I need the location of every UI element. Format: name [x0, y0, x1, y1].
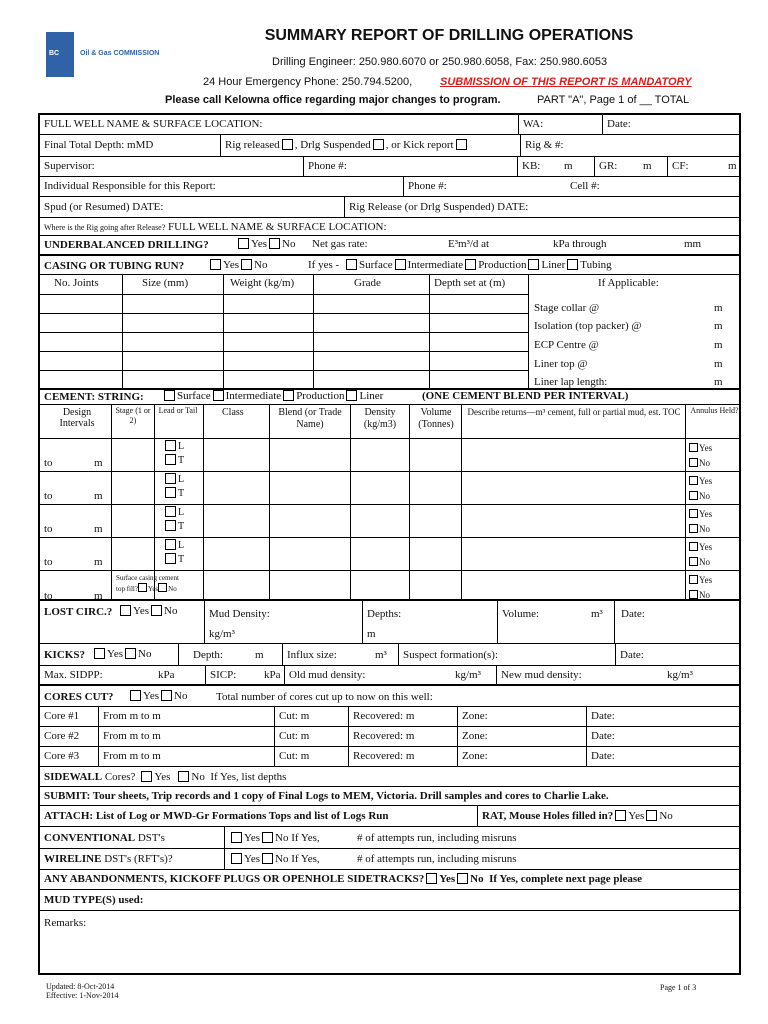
rig-status-group: Rig released , Drlg Suspended , or Kick report: [220, 135, 520, 156]
supervisor-phone-field[interactable]: Phone #:: [303, 157, 517, 176]
max-sidpp-field[interactable]: Max. SIDPP: kPa: [44, 669, 175, 681]
rat-mouse-holes-group: RAT, Mouse Holes filled in? Yes No: [477, 806, 739, 826]
interval-to[interactable]: to m: [44, 523, 103, 535]
casing-table: [40, 275, 739, 390]
row-wireline-dst: [40, 849, 739, 870]
wireline-dst-options: Yes No If Yes, # of attempts run, including misruns: [224, 849, 739, 869]
part-page-indicator: PART "A", Page 1 of __ TOTAL: [537, 94, 690, 106]
annulus-held-options: Yes No: [689, 474, 712, 504]
row-underbalanced: UNDERBALANCED DRILLING? Yes No Net gas rate: E³m³/d at kPa through mm: [40, 236, 739, 256]
lost-no-checkbox[interactable]: [151, 605, 162, 616]
col-grade: Grade: [354, 277, 381, 289]
col-describe-returns: Describe returns—m³ cement, full or partial mud, est. TOC: [467, 407, 681, 417]
cores-cut-label: CORES CUT?: [44, 691, 114, 703]
row-submit: [40, 787, 739, 806]
conventional-dst-label: CONVENTIONAL DST's: [44, 832, 165, 844]
row-casing-run: CASING OR TUBING RUN? Yes No If yes - Surface Intermediate Production Liner Tubing: [40, 258, 739, 275]
lost-circ-label: LOST CIRC.?: [44, 606, 113, 618]
casing-production-checkbox[interactable]: [465, 259, 476, 270]
cement-table: [40, 405, 739, 601]
kicks-label: KICKS?: [44, 649, 85, 661]
lead-tail-options: L T: [163, 473, 184, 501]
kick-depth-field[interactable]: Depth: m: [178, 644, 282, 665]
annulus-yes-checkbox[interactable]: [689, 542, 698, 551]
submit-instructions: SUBMIT: Tour sheets, Trip records and 1 copy of Final Logs to MEM, Victoria. Drill samples and cores to Charlie Lake.: [44, 790, 609, 802]
conv-no-checkbox[interactable]: [262, 832, 273, 843]
interval-to[interactable]: to m: [44, 556, 103, 568]
lead-tail-options: L T: [163, 539, 184, 567]
logo-text: Oil & Gas COMMISSION: [80, 50, 160, 57]
core-cut-field[interactable]: Cut: m: [274, 727, 348, 746]
suspect-formation-field[interactable]: Suspect formation(s):: [398, 644, 615, 665]
mandatory-notice: SUBMISSION OF THIS REPORT IS MANDATORY: [440, 76, 692, 88]
sidewall-no-checkbox[interactable]: [178, 771, 189, 782]
annulus-yes-checkbox[interactable]: [689, 509, 698, 518]
wire-no-checkbox[interactable]: [262, 853, 273, 864]
annulus-no-checkbox[interactable]: [689, 590, 698, 599]
surface-casing-topfill: Surface casing cement top fill? Yes No: [116, 574, 179, 593]
cf-field[interactable]: CF: m: [667, 157, 739, 176]
col-size: Size (mm): [142, 277, 189, 289]
row-rig-destination: [40, 218, 739, 236]
wire-yes-checkbox[interactable]: [231, 853, 242, 864]
annulus-held-options: Yes No: [689, 441, 712, 471]
tail-checkbox[interactable]: [165, 520, 176, 531]
rig-released-checkbox[interactable]: [282, 139, 293, 150]
drlg-suspended-checkbox[interactable]: [373, 139, 384, 150]
old-mud-density-field[interactable]: Old mud density: kg/m³: [284, 666, 496, 684]
core-cut-field[interactable]: Cut: m: [274, 747, 348, 766]
kpa-through-label: kPa through: [553, 238, 607, 250]
if-yes-label: If yes -: [308, 259, 340, 271]
col-volume: Volume (Tonnes): [418, 407, 454, 430]
lead-checkbox[interactable]: [165, 539, 176, 550]
row-lost-circulation: LOST CIRC.? Yes No Mud Density: kg/m³ Depths: m Volume: m³ Date:: [40, 601, 739, 644]
core-recovered-field[interactable]: Recovered: m: [348, 707, 457, 726]
core-number: Core #3: [44, 750, 80, 762]
remarks-area[interactable]: [40, 911, 739, 973]
mud-density-field[interactable]: Mud Density: kg/m³: [204, 601, 362, 643]
lost-date-field[interactable]: Date:: [614, 601, 739, 643]
row-cores-cut: CORES CUT? Yes No Total number of cores cut up to now on this well:: [40, 688, 739, 707]
liner-lap-field[interactable]: Liner lap length: m: [534, 376, 723, 388]
row-responsible: [40, 177, 739, 197]
rig-release-date-field[interactable]: Rig Release (or Drlg Suspended) DATE:: [344, 197, 739, 217]
mud-type-field[interactable]: MUD TYPE(S) used:: [44, 894, 144, 906]
sidewall-yes-checkbox[interactable]: [141, 771, 152, 782]
ecp-centre-field[interactable]: ECP Centre @ m: [534, 339, 723, 351]
cement-string-label: CEMENT: STRING:: [44, 391, 144, 403]
core-recovered-field[interactable]: Recovered: m: [348, 727, 457, 746]
casing-tubing-checkbox[interactable]: [567, 259, 578, 270]
core-from-to-field[interactable]: From m to m: [98, 707, 274, 726]
row-abandonments: [40, 870, 739, 890]
logo-mark-icon: BC: [46, 32, 74, 77]
core-date-field[interactable]: Date:: [586, 747, 739, 766]
core-from-to-field[interactable]: From m to m: [98, 747, 274, 766]
cement-intermediate-checkbox[interactable]: [213, 390, 224, 401]
col-design-intervals: Design Intervals: [59, 407, 95, 429]
lead-tail-options: L T: [163, 506, 184, 534]
rig-destination-field[interactable]: Where is the Rig going after Release? FULL WELL NAME & SURFACE LOCATION:: [44, 221, 387, 233]
row-kick-pressures: [40, 666, 739, 686]
one-blend-note: (ONE CEMENT BLEND PER INTERVAL): [422, 390, 629, 402]
cell-field[interactable]: Cell #:: [570, 180, 600, 192]
col-stage: Stage (1 or 2): [115, 406, 151, 425]
ubd-yes-checkbox[interactable]: [238, 238, 249, 249]
annulus-yes-checkbox[interactable]: [689, 476, 698, 485]
casing-intermediate-checkbox[interactable]: [395, 259, 406, 270]
col-density: Density (kg/m3): [363, 407, 397, 430]
annulus-no-checkbox[interactable]: [689, 458, 698, 467]
row-supervisor: [40, 157, 739, 177]
row-attach: [40, 806, 739, 827]
col-lead-tail: Lead or Tail: [158, 406, 198, 415]
cement-production-checkbox[interactable]: [283, 390, 294, 401]
new-mud-density-field[interactable]: New mud density: kg/m³: [496, 666, 739, 684]
supervisor-field[interactable]: Supervisor:: [44, 160, 95, 172]
tail-checkbox[interactable]: [165, 487, 176, 498]
rat-yes-checkbox[interactable]: [615, 810, 626, 821]
interval-to[interactable]: to m: [44, 457, 103, 469]
date-field[interactable]: Date:: [602, 115, 739, 134]
lead-tail-options: L T: [163, 440, 184, 468]
footer-dates: [46, 982, 119, 1000]
col-blend: Blend (or Trade Name): [278, 407, 342, 430]
casing-yes-checkbox[interactable]: [210, 259, 221, 270]
responsible-individual-field[interactable]: Individual Responsible for this Report:: [44, 180, 216, 192]
annulus-held-options: Yes No: [689, 507, 712, 537]
kick-report-checkbox[interactable]: [456, 139, 467, 150]
annulus-held-options: Yes No: [689, 573, 712, 603]
col-no-joints: No. Joints: [54, 277, 99, 289]
page-number: Page 1 of 3: [660, 983, 697, 992]
row-total-depth: [40, 135, 739, 157]
wa-field[interactable]: WA:: [518, 115, 602, 134]
row-well-name: [40, 115, 739, 135]
conventional-dst-options: Yes No If Yes, # of attempts run, including misruns: [224, 827, 739, 848]
report-title: SUMMARY REPORT OF DRILLING OPERATIONS: [264, 27, 634, 44]
core-zone-field[interactable]: Zone:: [457, 747, 586, 766]
attach-instructions: ATTACH: List of Log or MWD-Gr Formations Tops and list of Logs Run: [44, 810, 389, 822]
core-row: [40, 727, 739, 747]
row-sidewall: [40, 768, 739, 787]
emergency-phone: 24 Hour Emergency Phone: 250.794.5200,: [203, 76, 413, 88]
cement-liner-checkbox[interactable]: [346, 390, 357, 401]
lead-checkbox[interactable]: [165, 473, 176, 484]
annulus-no-checkbox[interactable]: [689, 491, 698, 500]
row-mud-type: [40, 890, 739, 911]
mm-unit: mm: [684, 238, 702, 250]
annulus-yes-checkbox[interactable]: [689, 443, 698, 452]
effective-date: Effective: 1-Nov-2014: [46, 991, 119, 1000]
casing-surface-checkbox[interactable]: [346, 259, 357, 270]
kicks-yes-checkbox[interactable]: [94, 648, 105, 659]
row-cement-string: [40, 390, 739, 405]
gr-field[interactable]: GR: m: [594, 157, 667, 176]
net-gas-rate-label: Net gas rate:: [312, 238, 368, 250]
casing-liner-checkbox[interactable]: [528, 259, 539, 270]
well-name-field[interactable]: FULL WELL NAME & SURFACE LOCATION:: [44, 118, 263, 130]
remarks-label: Remarks:: [44, 917, 87, 929]
kick-date-field[interactable]: Date:: [615, 644, 739, 665]
liner-top-field[interactable]: Liner top @ m: [534, 358, 723, 370]
underbalanced-label: UNDERBALANCED DRILLING?: [44, 239, 209, 251]
conv-yes-checkbox[interactable]: [231, 832, 242, 843]
core-cut-field[interactable]: Cut: m: [274, 707, 348, 726]
cores-no-checkbox[interactable]: [161, 690, 172, 701]
aband-yes-checkbox[interactable]: [426, 873, 437, 884]
core-zone-field[interactable]: Zone:: [457, 727, 586, 746]
isolation-packer-field[interactable]: Isolation (top packer) @ m: [534, 320, 723, 332]
kelowna-notice: Please call Kelowna office regarding major changes to program.: [165, 94, 501, 106]
annulus-yes-checkbox[interactable]: [689, 575, 698, 584]
core-row: [40, 747, 739, 767]
interval-to[interactable]: to m: [44, 590, 103, 602]
core-zone-field[interactable]: Zone:: [457, 707, 586, 726]
topfill-no-checkbox[interactable]: [158, 583, 167, 592]
aband-no-checkbox[interactable]: [457, 873, 468, 884]
cement-string-options: Surface Intermediate Production Liner: [162, 390, 383, 402]
casing-type-options: Surface Intermediate Production Liner Tubing: [344, 259, 612, 271]
spud-date-field[interactable]: Spud (or Resumed) DATE:: [44, 201, 164, 213]
col-depth-set: Depth set at (m): [434, 277, 506, 289]
topfill-yes-checkbox[interactable]: [138, 583, 147, 592]
annulus-no-checkbox[interactable]: [689, 557, 698, 566]
kicks-no-checkbox[interactable]: [125, 648, 136, 659]
row-kicks: KICKS? Yes No Depth: m Influx size: m³ Suspect formation(s): Date:: [40, 644, 739, 666]
col-weight: Weight (kg/m): [230, 277, 295, 289]
core-number: Core #2: [44, 730, 80, 742]
lead-checkbox[interactable]: [165, 506, 176, 517]
row-dates: [40, 197, 739, 218]
tail-checkbox[interactable]: [165, 553, 176, 564]
influx-size-field[interactable]: Influx size: m³: [282, 644, 398, 665]
lost-yes-checkbox[interactable]: [120, 605, 131, 616]
core-row: [40, 707, 739, 727]
cement-surface-checkbox[interactable]: [164, 390, 175, 401]
core-date-field[interactable]: Date:: [586, 707, 739, 726]
rat-no-checkbox[interactable]: [646, 810, 657, 821]
responsible-phone-field[interactable]: Phone #:: [403, 177, 536, 196]
stage-collar-field[interactable]: Stage collar @ m: [534, 302, 723, 314]
core-date-field[interactable]: Date:: [586, 727, 739, 746]
tail-checkbox[interactable]: [165, 454, 176, 465]
col-class: Class: [222, 407, 244, 418]
sicp-field[interactable]: SICP: kPa: [205, 666, 284, 684]
engineer-line: Drilling Engineer: 250.980.6070 or 250.980.6058, Fax: 250.980.6053: [272, 56, 608, 68]
lost-depths-field[interactable]: Depths: m: [362, 601, 497, 643]
lead-checkbox[interactable]: [165, 440, 176, 451]
core-number: Core #1: [44, 710, 80, 722]
casing-no-checkbox[interactable]: [241, 259, 252, 270]
gas-rate-unit: E³m³/d at: [448, 238, 490, 250]
lost-volume-field[interactable]: Volume: m³: [497, 601, 614, 643]
col-annulus-held: Annulus Held?: [690, 406, 739, 415]
rig-number-field[interactable]: Rig & #:: [520, 135, 739, 156]
drilling-report-form: [38, 113, 741, 975]
total-cores-field[interactable]: Total number of cores cut up to now on this well:: [216, 691, 433, 703]
cores-yes-checkbox[interactable]: [130, 690, 141, 701]
ubd-no-checkbox[interactable]: [269, 238, 280, 249]
annulus-no-checkbox[interactable]: [689, 524, 698, 533]
row-conventional-dst: [40, 827, 739, 849]
updated-date: Updated: 8-Oct-2014: [46, 982, 115, 991]
kb-field[interactable]: KB: m: [517, 157, 594, 176]
abandonments-group: ANY ABANDONMENTS, KICKOFF PLUGS OR OPENHOLE SIDETRACKS? Yes No If Yes, complete next page please: [44, 873, 643, 885]
annulus-held-options: Yes No: [689, 540, 712, 570]
casing-run-label: CASING OR TUBING RUN?: [44, 260, 185, 272]
sidewall-cores-group: SIDEWALL Cores? Yes No If Yes, list depths: [44, 771, 287, 783]
core-recovered-field[interactable]: Recovered: m: [348, 747, 457, 766]
wireline-dst-label: WIRELINE DST's (RFT's)?: [44, 853, 173, 865]
col-if-applicable: If Applicable:: [598, 277, 659, 289]
core-from-to-field[interactable]: From m to m: [98, 727, 274, 746]
final-total-depth-field[interactable]: Final Total Depth: mMD: [44, 139, 154, 151]
interval-to[interactable]: to m: [44, 490, 103, 502]
